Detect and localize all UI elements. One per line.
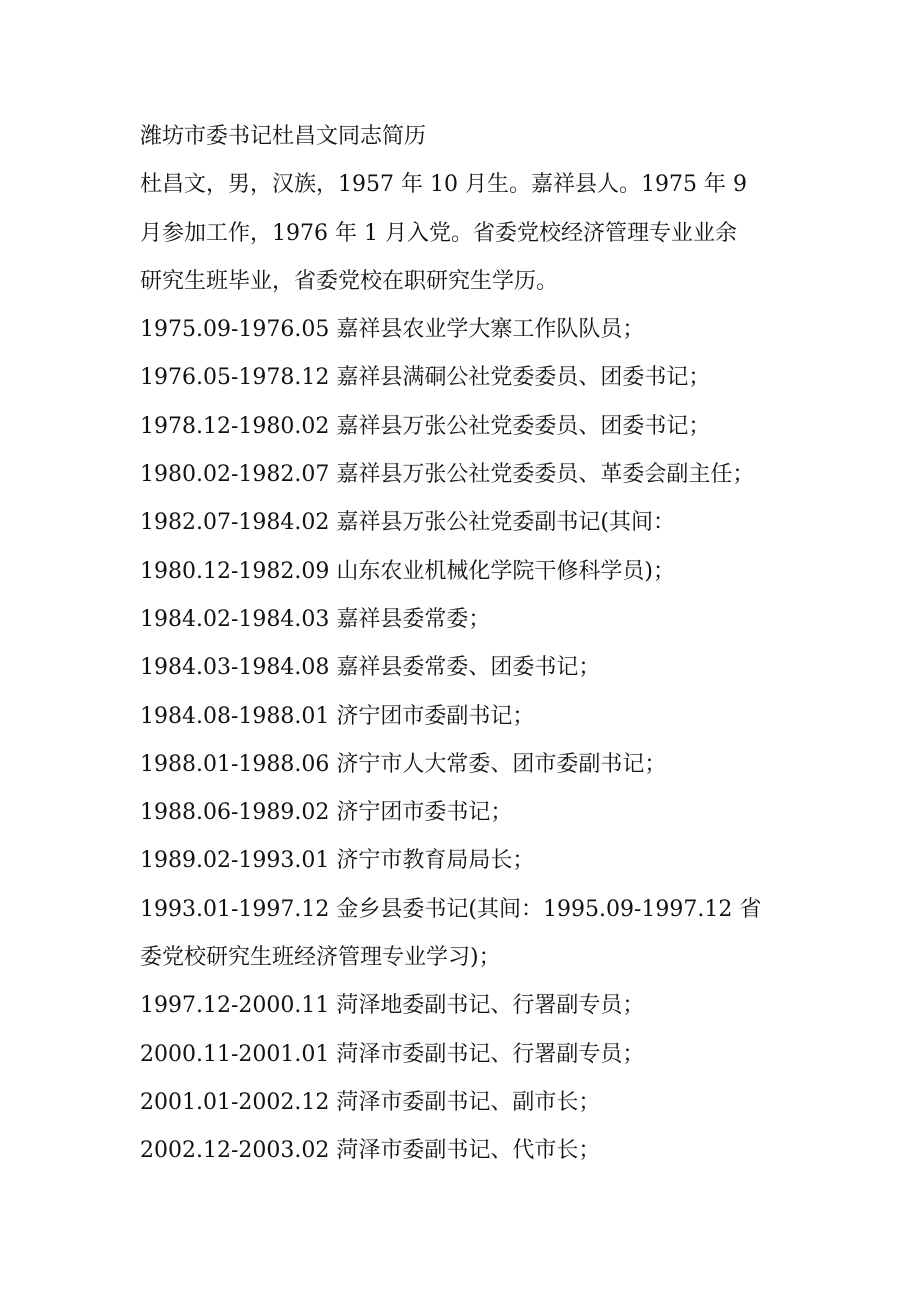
text-line: 月参加工作，1976 年 1 月入党。省委党校经济管理专业业余 [140, 220, 737, 246]
text-line: 委党校研究生班经济管理专业学习)； [140, 945, 501, 971]
text-line: 1997.12-2000.11 菏泽地委副书记、行署副专员； [140, 993, 645, 1019]
document-title: 潍坊市委书记杜昌文同志简历 [140, 124, 427, 149]
text-line: 1993.01-1997.12 金乡县委书记(其间：1995.09-1997.12 省 [140, 896, 762, 922]
text-line: 1975.09-1976.05 嘉祥县农业学大寨工作队队员； [140, 317, 645, 343]
text-line: 1982.07-1984.02 嘉祥县万张公社党委副书记(其间： [140, 510, 675, 536]
text-line: 2002.12-2003.02 菏泽市委副书记、代市长； [140, 1138, 601, 1164]
text-line: 1978.12-1980.02 嘉祥县万张公社党委委员、团委书记； [140, 413, 711, 439]
text-line: 研究生班毕业，省委党校在职研究生学历。 [140, 268, 559, 294]
text-line: 1980.12-1982.09 山东农业机械化学院干修科学员)； [140, 558, 675, 584]
text-line: 2001.01-2002.12 菏泽市委副书记、副市长； [140, 1089, 601, 1115]
text-line: 1976.05-1978.12 嘉祥县满硐公社党委委员、团委书记； [140, 365, 711, 391]
text-line: 1984.02-1984.03 嘉祥县委常委； [140, 606, 491, 632]
text-line: 1980.02-1982.07 嘉祥县万张公社党委委员、革委会副主任； [140, 462, 755, 488]
document-body [140, 113, 800, 1176]
text-line: 2000.11-2001.01 菏泽市委副书记、行署副专员； [140, 1041, 645, 1067]
text-line: 杜昌文，男，汉族，1957 年 10 月生。嘉祥县人。1975 年 9 [140, 172, 747, 198]
text-line: 1989.02-1993.01 济宁市教育局局长； [140, 848, 535, 874]
text-line: 1988.01-1988.06 济宁市人大常委、团市委副书记； [140, 751, 667, 777]
text-line: 1984.03-1984.08 嘉祥县委常委、团委书记； [140, 655, 601, 681]
text-line: 1988.06-1989.02 济宁团市委书记； [140, 800, 513, 826]
text-line: 1984.08-1988.01 济宁团市委副书记； [140, 703, 535, 729]
